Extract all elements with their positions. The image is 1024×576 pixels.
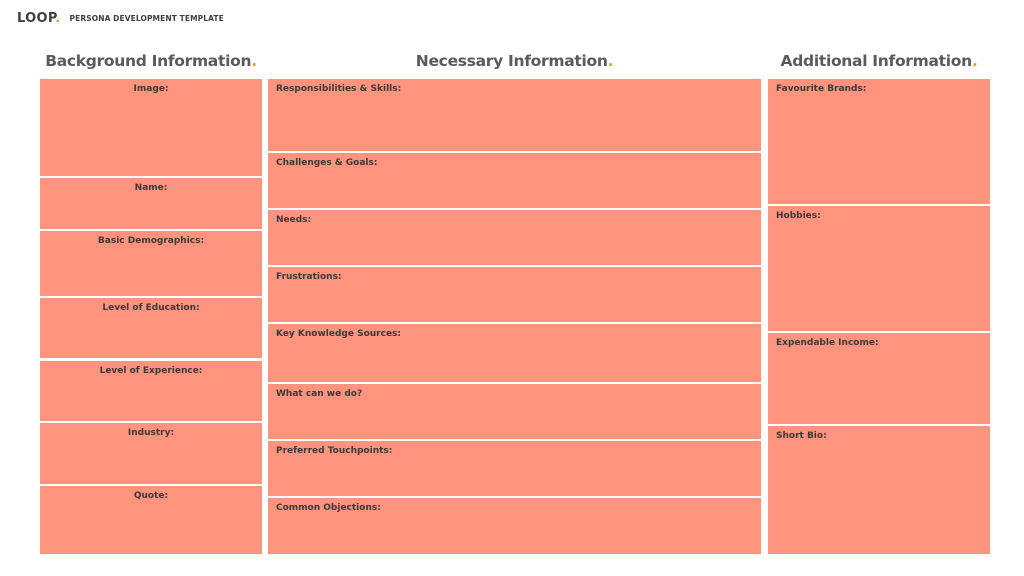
what-can-we-do-field[interactable]: What can we do? xyxy=(268,384,761,439)
name-field[interactable]: Name: xyxy=(40,178,262,229)
necessary-title-text: Necessary Information xyxy=(415,52,608,70)
necessary-section-title xyxy=(268,52,761,70)
loop-logo xyxy=(17,11,61,26)
document-title: PERSONA DEVELOPMENT TEMPLATE xyxy=(69,14,224,23)
responsibilities-skills-field[interactable]: Responsibilities & Skills: xyxy=(268,79,761,151)
level-of-experience-field[interactable]: Level of Experience: xyxy=(40,361,262,421)
common-objections-field[interactable]: Common Objections: xyxy=(268,498,761,554)
hobbies-field[interactable]: Hobbies: xyxy=(768,206,990,331)
additional-title-text: Additional Information xyxy=(780,52,972,70)
logo-dot: . xyxy=(55,11,61,26)
industry-field[interactable]: Industry: xyxy=(40,423,262,484)
background-title-dot: . xyxy=(251,52,257,70)
key-knowledge-sources-field[interactable]: Key Knowledge Sources: xyxy=(268,324,761,382)
short-bio-field[interactable]: Short Bio: xyxy=(768,426,990,554)
additional-section-title xyxy=(768,52,990,70)
image-field[interactable]: Image: xyxy=(40,79,262,176)
needs-field[interactable]: Needs: xyxy=(268,210,761,265)
expendable-income-field[interactable]: Expendable Income: xyxy=(768,333,990,424)
necessary-title-dot: . xyxy=(607,52,614,70)
frustrations-field[interactable]: Frustrations: xyxy=(268,267,761,322)
favourite-brands-field[interactable]: Favourite Brands: xyxy=(768,79,990,204)
additional-title-dot: . xyxy=(971,52,978,70)
logo-text: LOOP xyxy=(17,11,56,26)
header xyxy=(17,11,224,26)
level-of-education-field[interactable]: Level of Education: xyxy=(40,298,262,358)
background-title-text: Background Information xyxy=(45,52,252,70)
quote-field[interactable]: Quote: xyxy=(40,486,262,554)
background-section-title xyxy=(40,52,262,70)
basic-demographics-field[interactable]: Basic Demographics: xyxy=(40,231,262,296)
preferred-touchpoints-field[interactable]: Preferred Touchpoints: xyxy=(268,441,761,496)
challenges-goals-field[interactable]: Challenges & Goals: xyxy=(268,153,761,208)
